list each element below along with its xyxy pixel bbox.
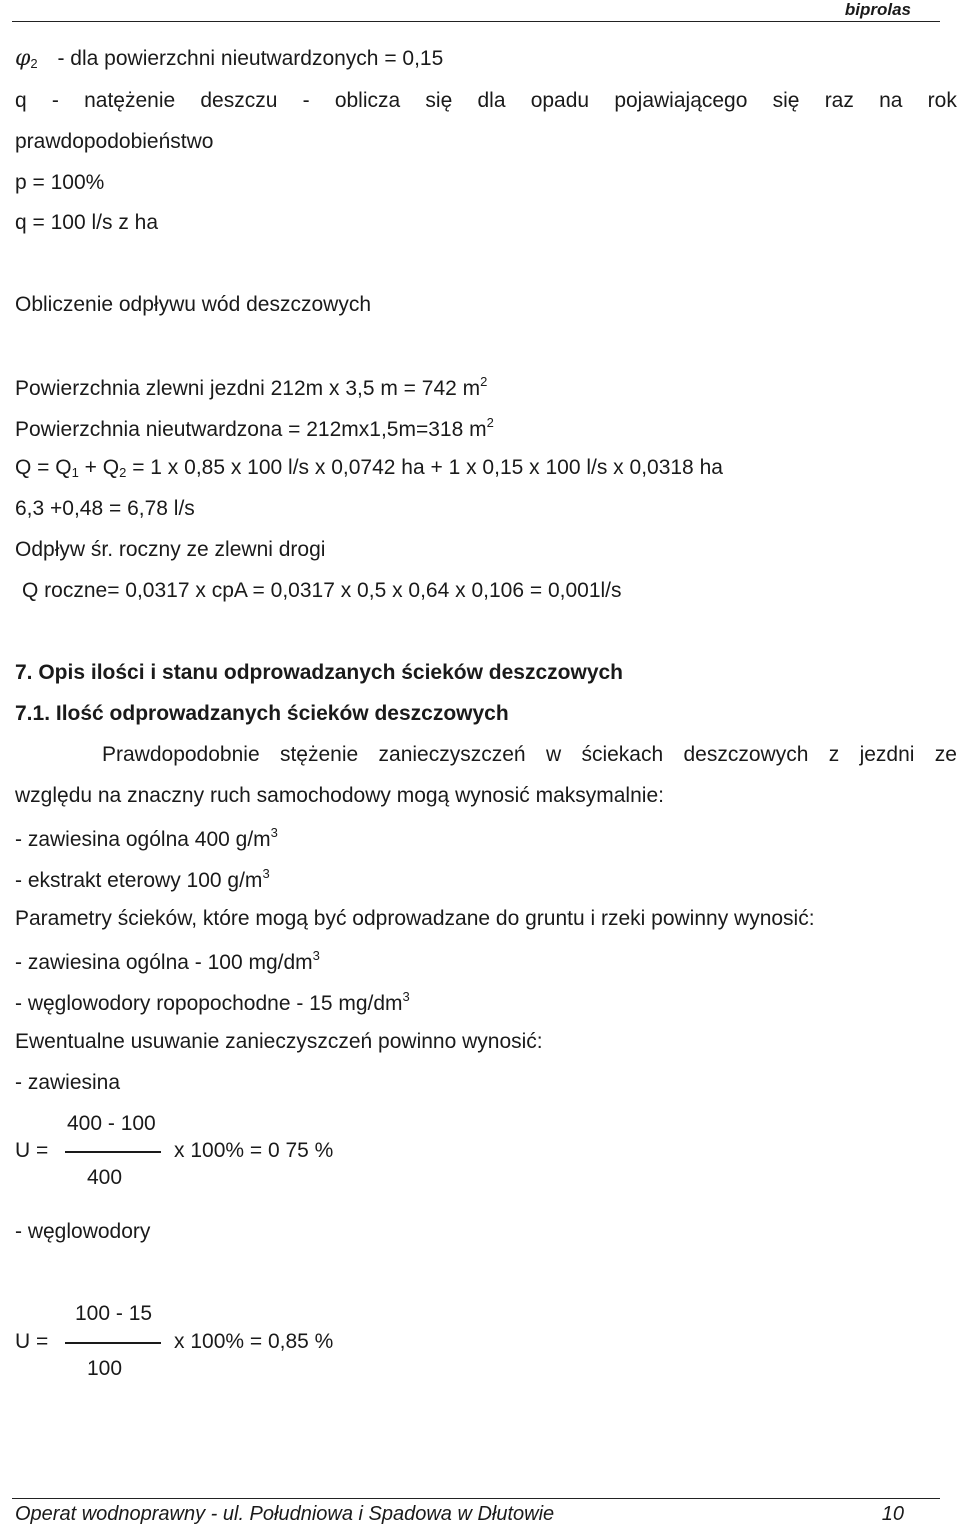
q-formula-a: Q = Q <box>15 456 72 479</box>
paragraph-word: w <box>545 743 562 766</box>
q-definition-word: opadu <box>530 89 590 112</box>
paragraph-word: stężenie <box>279 743 359 766</box>
removal1-label: - zawiesina <box>15 1071 121 1094</box>
param1-sup: 3 <box>312 948 320 963</box>
formula1-fraction-bar <box>65 1151 161 1153</box>
param2-line <box>15 990 410 1014</box>
formula1-rhs: x 100% = 0 75 % <box>174 1139 334 1162</box>
param1-text: - zawiesina ogólna - 100 mg/dm <box>15 951 313 974</box>
area1-text: Powierzchnia zlewni jezdni 212m x 3,5 m = 742 m <box>15 377 481 400</box>
formula2-numerator: 100 - 15 <box>75 1302 153 1325</box>
area1-sup: 2 <box>480 374 488 389</box>
area2-sup: 2 <box>486 415 494 430</box>
q-definition-word: na <box>879 89 903 112</box>
removal2-label: - węglowodory <box>15 1220 151 1243</box>
q-formula-b: + Q <box>78 456 120 479</box>
formula1-lhs: U = <box>15 1139 49 1162</box>
q-definition-word: - <box>51 89 59 112</box>
paragraph-word: jezdni <box>859 743 915 766</box>
q-definition-continuation: prawdopodobieństwo <box>15 130 214 153</box>
item2-sup: 3 <box>262 866 270 881</box>
q-definition-word: raz <box>824 89 854 112</box>
paragraph-continuation: względu na znaczny ruch samochodowy mogą wynosić maksymalnie: <box>15 784 664 807</box>
formula2-denominator: 100 <box>87 1357 123 1380</box>
q-result: 6,3 +0,48 = 6,78 l/s <box>15 497 195 520</box>
calc-title: Obliczenie odpływu wód deszczowych <box>15 293 372 316</box>
annual-formula: Q roczne= 0,0317 x cpA = 0,0317 x 0,5 x 0,64 x 0,106 = 0,001l/s <box>22 579 622 602</box>
paragraph-word: ściekach <box>581 743 664 766</box>
formula1-numerator: 400 - 100 <box>67 1112 156 1135</box>
q-definition-word: dla <box>477 89 506 112</box>
q-definition-word: się <box>772 89 800 112</box>
q-definition-word: pojawiającego <box>614 89 748 112</box>
q-formula-line <box>15 457 723 479</box>
paragraph-word: deszczowych <box>683 743 809 766</box>
item1-line <box>15 826 278 850</box>
p-value: p = 100% <box>15 171 105 194</box>
q-definition-line <box>15 90 957 111</box>
footer-title: Operat wodnoprawny - ul. Południowa i Spadowa w Dłutowie <box>15 1503 555 1525</box>
area2-line <box>15 416 494 440</box>
area1-line <box>15 375 487 399</box>
section-subheading: 7.1. Ilość odprowadzanych ścieków deszczowych <box>15 702 509 725</box>
footer-page-number: 10 <box>881 1503 904 1525</box>
phi-subscript: 2 <box>30 56 38 71</box>
item1-text: - zawiesina ogólna 400 g/m <box>15 828 271 851</box>
header-rule <box>12 21 940 22</box>
q2-sub: 2 <box>119 465 127 480</box>
area2-text: Powierzchnia nieutwardzona = 212mx1,5m=318 m <box>15 418 487 441</box>
paragraph-word: Prawdopodobnie <box>102 743 260 766</box>
q-definition-word: się <box>425 89 453 112</box>
phi-line <box>15 48 443 70</box>
phi-symbol: φ <box>15 46 31 71</box>
formula1-denominator: 400 <box>87 1166 123 1189</box>
q1-sub: 1 <box>71 465 79 480</box>
item2-text: - ekstrakt eterowy 100 g/m <box>15 869 263 892</box>
phi-text: - dla powierzchni nieutwardzonych = 0,15 <box>57 47 444 70</box>
param2-text: - węglowodory ropopochodne - 15 mg/dm <box>15 992 403 1015</box>
param1-line <box>15 949 320 973</box>
paragraph-word: zanieczyszczeń <box>378 743 526 766</box>
removal-intro: Ewentualne usuwanie zanieczyszczeń powinno wynosić: <box>15 1030 543 1053</box>
q-definition-word: oblicza <box>334 89 401 112</box>
section-heading: 7. Opis ilości i stanu odprowadzanych ścieków deszczowych <box>15 661 624 684</box>
q-value: q = 100 l/s z ha <box>15 211 159 234</box>
formula2-lhs: U = <box>15 1330 49 1353</box>
paragraph-word: ze <box>934 743 957 766</box>
annual-label: Odpływ śr. roczny ze zlewni drogi <box>15 538 326 561</box>
q-definition-word: q <box>15 89 27 112</box>
footer-rule <box>12 1498 940 1499</box>
item1-sup: 3 <box>270 825 278 840</box>
header-brand: biprolas <box>844 0 911 19</box>
q-formula-c: = 1 x 0,85 x 100 l/s x 0,0742 ha + 1 x 0,15 x 100 l/s x 0,0318 ha <box>126 456 723 479</box>
formula2-fraction-bar <box>65 1342 161 1344</box>
formula2-rhs: x 100% = 0,85 % <box>174 1330 334 1353</box>
paragraph-word: z <box>828 743 840 766</box>
q-definition-word: rok <box>927 89 957 112</box>
paragraph-line <box>102 744 957 765</box>
param2-sup: 3 <box>402 989 410 1004</box>
q-definition-word: natężenie <box>84 89 176 112</box>
params-intro: Parametry ścieków, które mogą być odprowadzane do gruntu i rzeki powinny wynosić: <box>15 907 815 930</box>
item2-line <box>15 867 270 891</box>
q-definition-word: - <box>302 89 310 112</box>
q-definition-word: deszczu <box>200 89 278 112</box>
